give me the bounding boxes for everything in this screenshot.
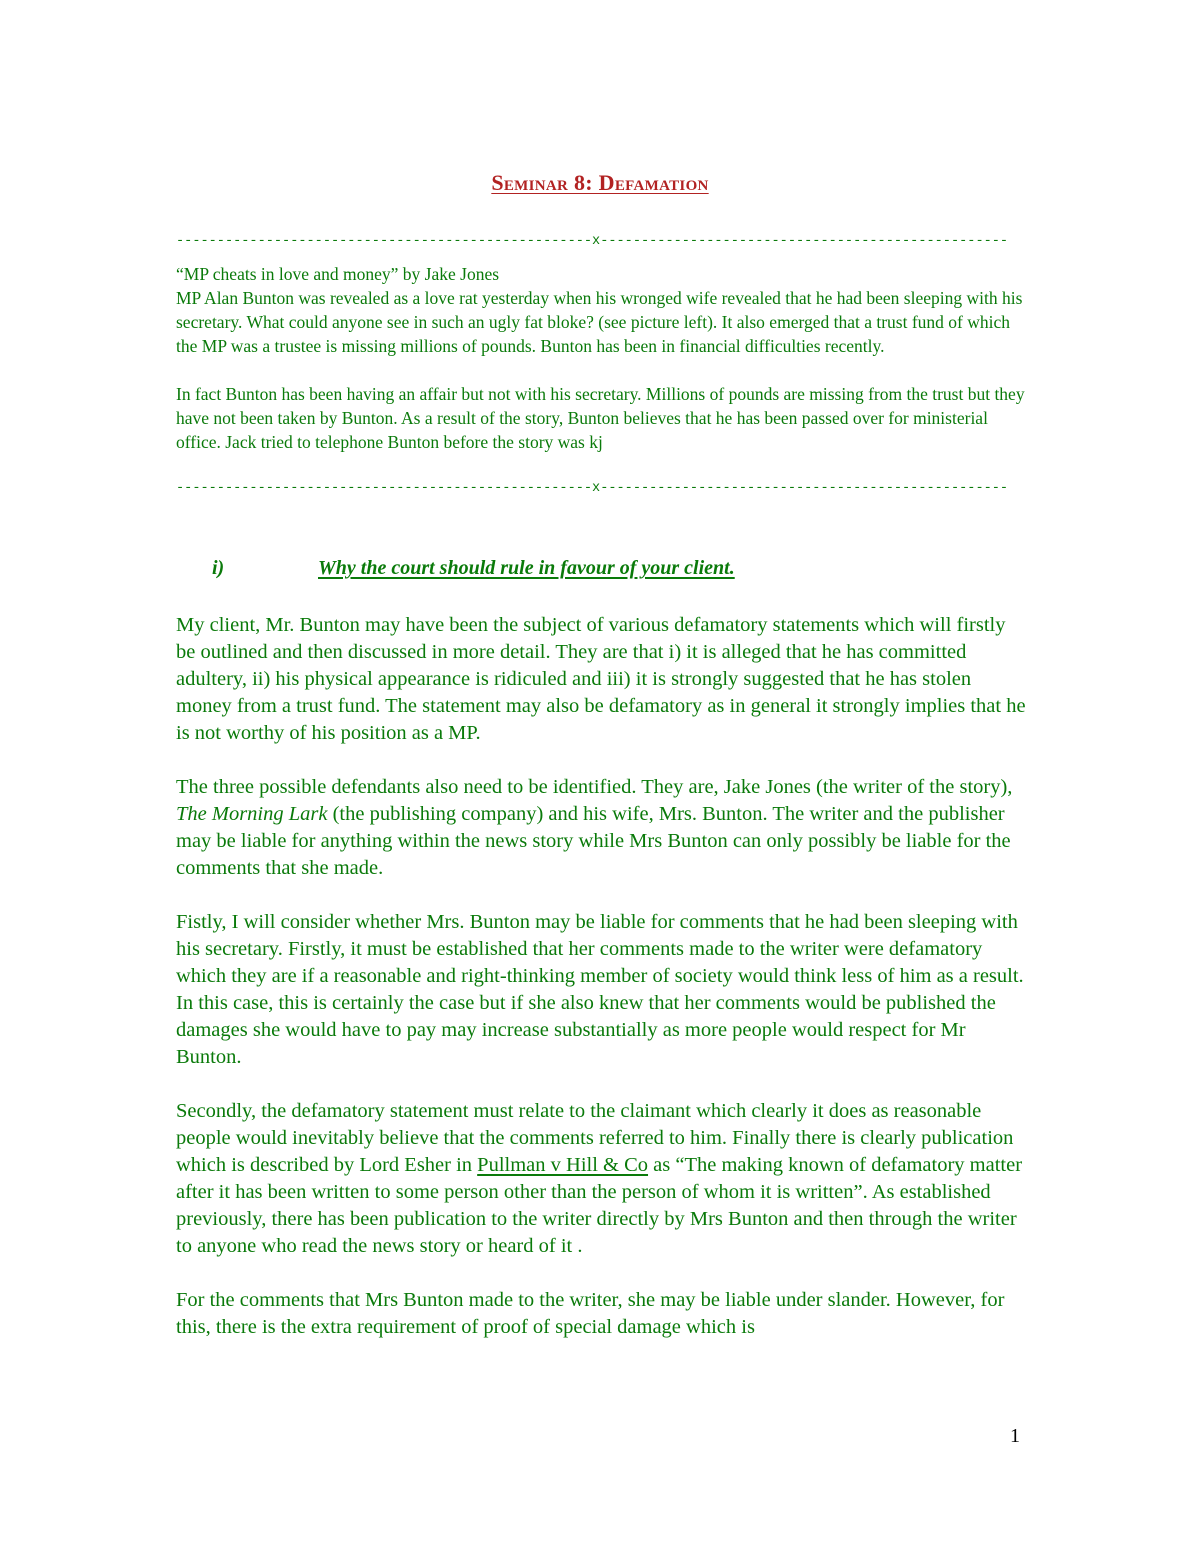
scenario-paragraph-1: MP Alan Bunton was revealed as a love rat yesterday when his wronged wife revealed that he had been sleeping with his secretary. What could anyone see in such an ugly fat bloke? (see picture left). It also emerged that a trust fund of which the MP was a trustee is missing millions of pounds. Bunton has been in financial difficulties recently. <box>176 288 1023 356</box>
document-body <box>176 612 1026 1368</box>
section-heading <box>176 557 1026 580</box>
body-paragraph-2-part-a: The three possible defendants also need to be identified. They are, Jake Jones (the writer of the story), <box>176 776 1013 798</box>
publication-name: The Morning Lark <box>176 803 328 825</box>
section-heading-text: Why the court should rule in favour of your client. <box>318 557 735 579</box>
page-number: 1 <box>1010 1425 1020 1447</box>
body-paragraph-2 <box>176 774 1026 882</box>
body-paragraph-5: For the comments that Mrs Bunton made to the writer, she may be liable under slander. However, for this, there is the extra requirement of proof of special damage which is <box>176 1289 1005 1338</box>
scenario-paragraph-2: In fact Bunton has been having an affair but not with his secretary. Millions of pounds are missing from the trust but they have not been taken by Bunton. As a result of the story, Bunton believes that he has been passed over for ministerial office. Jack tried to telephone Bunton before the story was kj <box>176 384 1025 452</box>
body-paragraph-1: My client, Mr. Bunton may have been the subject of various defamatory statements which will firstly be outlined and then discussed in more detail. They are that i) it is alleged that he has committed adultery, ii) his physical appearance is ridiculed and iii) it is strongly suggested that he has stolen money from a trust fund. The statement may also be defamatory as in general it strongly implies that he is not worthy of his position as a MP. <box>176 614 1026 744</box>
body-paragraph-4 <box>176 1098 1026 1260</box>
body-paragraph-4-part-b: as “The making known of defamatory matter after it has been written to some person other than the person of whom it is written”. As established previously, there has been publication to the writer directly by Mrs Bunton and then through the writer to anyone who read the news story or heard of it . <box>176 1154 1023 1257</box>
scenario-box <box>176 262 1026 454</box>
section-number: i) <box>212 557 225 579</box>
body-paragraph-4-part-a: Secondly, the defamatory statement must relate to the claimant which clearly it does as reasonable people would inevitably believe that the comments referred to him. Finally there is clearly publication which is described by Lord Esher in <box>176 1100 1014 1176</box>
body-paragraph-2-part-b: (the publishing company) and his wife, Mrs. Bunton. The writer and the publisher may be liable for anything within the news story while Mrs Bunton can only possibly be liable for the comments that she made. <box>176 803 1011 879</box>
document-title-text: Seminar 8: Defamation <box>491 170 709 195</box>
separator-top: ---------------------------------------------------x-------------------------------------------------- <box>176 234 1009 249</box>
scenario-headline: “MP cheats in love and money” by Jake Jones <box>176 264 500 284</box>
case-citation: Pullman v Hill & Co <box>477 1154 649 1176</box>
document-title <box>0 170 1200 196</box>
separator-bottom: ---------------------------------------------------x-------------------------------------------------- <box>176 481 1009 496</box>
body-paragraph-3: Fistly, I will consider whether Mrs. Bunton may be liable for comments that he had been sleeping with his secretary. Firstly, it must be established that her comments made to the writer were defamatory which they are if a reasonable and right-thinking member of society would think less of him as a result. In this case, this is certainly the case but if she also knew that her comments would be published the damages she would have to pay may increase substantially as more people would respect for Mr Bunton. <box>176 911 1024 1068</box>
scenario-gap <box>176 358 1026 382</box>
